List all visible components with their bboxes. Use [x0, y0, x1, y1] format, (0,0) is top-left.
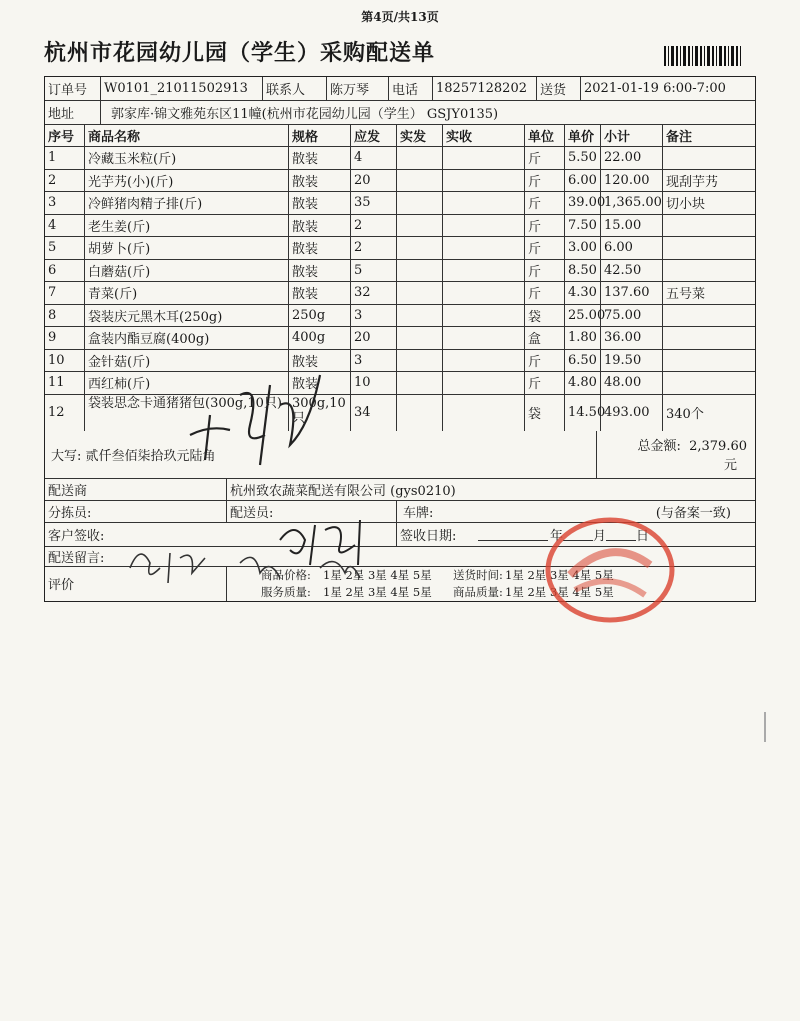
item-subtotal: 120.00: [601, 170, 663, 192]
item-blank: [397, 282, 443, 304]
item-name: 冷藏玉米粒(斤): [85, 147, 289, 169]
item-price: 6.00: [565, 170, 601, 192]
phone-number: 18257128202: [433, 77, 537, 100]
item-qty: 2: [351, 215, 397, 237]
column-header: 应发: [351, 125, 397, 146]
item-subtotal: 19.50: [601, 350, 663, 372]
item-unit: 斤: [525, 192, 565, 214]
item-note: 五号菜: [666, 287, 706, 303]
item-blank: [397, 237, 443, 259]
item-blank: [397, 372, 443, 394]
item-qty: 35: [351, 192, 397, 214]
item-subtotal: 42.50: [601, 260, 663, 282]
total-row: [45, 431, 755, 479]
staff-row: [45, 501, 755, 523]
goods-price-stars: 1星 2星 3星 4星 5星: [323, 568, 432, 582]
item-unit: 斤: [525, 282, 565, 304]
barcode: [664, 46, 742, 66]
item-unit: 斤: [525, 260, 565, 282]
item-unit: 斤: [525, 147, 565, 169]
column-header: 实发: [397, 125, 443, 146]
service-quality-stars: 1星 2星 3星 4星 5星: [323, 585, 432, 599]
year-label: 年: [550, 528, 564, 544]
address: 郭家库·锦文雅苑东区11幢(杭州市花园幼儿园（学生） GSJY0135): [111, 107, 499, 122]
item-blank: [443, 192, 525, 214]
item-unit: 袋: [525, 395, 565, 431]
item-note: [663, 327, 755, 349]
item-qty: 20: [351, 170, 397, 192]
item-spec: 散装: [289, 147, 351, 169]
table-row: [45, 170, 755, 193]
item-blank: [397, 215, 443, 237]
item-spec: 散装: [289, 260, 351, 282]
item-subtotal: 493.00: [601, 395, 663, 431]
item-unit: 斤: [525, 237, 565, 259]
capital-amount: [45, 431, 597, 478]
item-spec: 散装: [289, 237, 351, 259]
column-header: 商品名称: [85, 125, 289, 146]
delivery-time-stars: 1星 2星 3星 4星 5星: [505, 568, 614, 582]
item-blank: [397, 260, 443, 282]
item-note: 现刮芋艿: [666, 174, 719, 190]
item-name: 青菜(斤): [85, 282, 289, 304]
item-blank: [443, 170, 525, 192]
sign-date-label: 签收日期:: [400, 528, 457, 544]
item-unit: 斤: [525, 350, 565, 372]
service-quality-label: 服务质量:: [261, 585, 311, 599]
address-label: 地址: [45, 101, 101, 124]
item-blank: [443, 215, 525, 237]
customer-sign-row: [45, 523, 755, 547]
item-subtotal: 36.00: [601, 327, 663, 349]
order-no: W0101_21011502913: [101, 77, 263, 100]
delivery-form: [44, 76, 756, 602]
item-note: 340个: [666, 407, 704, 422]
item-price: 3.00: [565, 237, 601, 259]
item-no: 3: [45, 192, 85, 214]
item-subtotal: 137.60: [601, 282, 663, 304]
item-blank: [397, 192, 443, 214]
item-blank: [397, 327, 443, 349]
item-note: [663, 350, 755, 372]
total-amount-value: 2,379.60: [689, 439, 747, 454]
item-name: 袋装庆元黑木耳(250g): [85, 305, 289, 327]
item-no: 10: [45, 350, 85, 372]
item-spec: 散装: [289, 192, 351, 214]
item-blank: [397, 147, 443, 169]
delivery-label: 送货: [537, 77, 581, 100]
item-subtotal: 15.00: [601, 215, 663, 237]
item-subtotal: 48.00: [601, 372, 663, 394]
item-blank: [443, 260, 525, 282]
evaluation-label: 评价: [45, 567, 227, 601]
item-price: 1.80: [565, 327, 601, 349]
deliverer-label: 配送员:: [227, 501, 397, 522]
month-label: 月: [593, 528, 607, 544]
item-note: [663, 305, 755, 327]
evaluation-row: [45, 567, 755, 601]
item-qty: 3: [351, 350, 397, 372]
plate-label: 车牌:: [403, 505, 434, 521]
goods-quality-stars: 1星 2星 3星 4星 5星: [505, 585, 614, 599]
item-name: 盒装内酯豆腐(400g): [85, 327, 289, 349]
item-subtotal: 22.00: [601, 147, 663, 169]
table-row: [45, 147, 755, 170]
table-row: [45, 350, 755, 373]
customer-sign-label: 客户签收:: [45, 523, 397, 546]
table-row: [45, 327, 755, 350]
item-note: [663, 260, 755, 282]
table-header: [45, 125, 755, 147]
table-row: [45, 372, 755, 395]
evaluation-grid: [227, 567, 755, 601]
item-no: 2: [45, 170, 85, 192]
item-name: 冷鲜猪肉精子排(斤): [85, 192, 289, 214]
item-price: 14.50: [565, 395, 601, 431]
item-qty: 2: [351, 237, 397, 259]
item-no: 12: [45, 395, 85, 431]
item-blank: [443, 395, 525, 431]
column-header: 单价: [565, 125, 601, 146]
item-name: 胡萝卜(斤): [85, 237, 289, 259]
capital-value: 贰仟叁佰柒拾玖元陆角: [85, 448, 216, 464]
item-qty: 5: [351, 260, 397, 282]
item-no: 4: [45, 215, 85, 237]
item-price: 25.00: [565, 305, 601, 327]
table-row: [45, 237, 755, 260]
item-qty: 4: [351, 147, 397, 169]
item-qty: 3: [351, 305, 397, 327]
item-blank: [443, 350, 525, 372]
plate-cell: [397, 501, 755, 522]
scan-mark: [764, 712, 766, 742]
supplier-name: 杭州致农蔬菜配送有限公司 (gys0210): [230, 483, 456, 499]
capital-label: 大写:: [51, 448, 82, 464]
page-number: 第4页/共13页: [361, 10, 439, 24]
items-table-body: [45, 147, 755, 431]
item-price: 39.00: [565, 192, 601, 214]
item-qty: 10: [351, 372, 397, 394]
item-spec: 250g: [289, 305, 351, 327]
item-no: 5: [45, 237, 85, 259]
goods-price-label: 商品价格:: [261, 568, 311, 582]
item-name: 金针菇(斤): [85, 350, 289, 372]
sign-date-cell: [397, 523, 755, 546]
item-note: 切小块: [666, 197, 706, 213]
item-unit: 斤: [525, 215, 565, 237]
item-name: 老生姜(斤): [85, 215, 289, 237]
item-blank: [443, 372, 525, 394]
item-spec: 散装: [289, 282, 351, 304]
order-no-label: 订单号: [45, 77, 101, 100]
column-header: 单位: [525, 125, 565, 146]
item-spec: 散装: [289, 170, 351, 192]
goods-quality-label: 商品质量:: [453, 585, 503, 599]
table-row: [45, 305, 755, 328]
supplier-row: [45, 479, 755, 501]
item-spec: 散装: [289, 372, 351, 394]
item-subtotal: 1,365.00: [601, 192, 663, 214]
item-unit: 袋: [525, 305, 565, 327]
item-price: 5.50: [565, 147, 601, 169]
item-name: 白蘑菇(斤): [85, 260, 289, 282]
item-unit: 盒: [525, 327, 565, 349]
table-row: [45, 192, 755, 215]
delivery-time: 2021-01-19 6:00-7:00: [584, 81, 726, 96]
delivery-time-eval-label: 送货时间:: [453, 568, 503, 582]
plate-note: (与备案一致): [655, 505, 731, 521]
item-name: 袋装思念卡通猪猪包(300g,10只): [85, 395, 289, 431]
item-blank: [443, 237, 525, 259]
item-qty: 34: [351, 395, 397, 431]
item-no: 1: [45, 147, 85, 169]
item-blank: [443, 327, 525, 349]
document-title: 杭州市花园幼儿园（学生）采购配送单: [44, 40, 436, 66]
column-header: 规格: [289, 125, 351, 146]
item-price: 7.50: [565, 215, 601, 237]
item-name: 光芋艿(小)(斤): [85, 170, 289, 192]
item-subtotal: 6.00: [601, 237, 663, 259]
column-header: 实收: [443, 125, 525, 146]
contact-name: 陈万琴: [327, 77, 389, 100]
day-label: 日: [636, 528, 650, 544]
item-no: 9: [45, 327, 85, 349]
column-header: 序号: [45, 125, 85, 146]
item-no: 6: [45, 260, 85, 282]
item-price: 4.80: [565, 372, 601, 394]
item-spec: 300g,10只: [289, 395, 351, 431]
column-header: 备注: [666, 130, 693, 145]
address-row: [45, 101, 755, 125]
item-subtotal: 75.00: [601, 305, 663, 327]
message-row: [45, 547, 755, 567]
item-name: 西红柿(斤): [85, 372, 289, 394]
item-blank: [443, 305, 525, 327]
item-note: [663, 372, 755, 394]
total-amount-label: 总金额:: [637, 439, 681, 454]
item-no: 11: [45, 372, 85, 394]
item-note: [663, 147, 755, 169]
item-spec: 散装: [289, 350, 351, 372]
column-header: 小计: [601, 125, 663, 146]
item-note: [663, 237, 755, 259]
item-unit: 斤: [525, 372, 565, 394]
item-price: 6.50: [565, 350, 601, 372]
item-blank: [397, 395, 443, 431]
item-no: 7: [45, 282, 85, 304]
item-blank: [443, 282, 525, 304]
table-row: [45, 395, 755, 431]
supplier-label: 配送商: [45, 479, 227, 500]
item-unit: 斤: [525, 170, 565, 192]
total-unit: 元: [723, 458, 737, 473]
item-price: 4.30: [565, 282, 601, 304]
item-spec: 400g: [289, 327, 351, 349]
total-amount: [597, 431, 755, 478]
item-price: 8.50: [565, 260, 601, 282]
item-blank: [397, 305, 443, 327]
order-info-row: [45, 77, 755, 101]
item-blank: [397, 170, 443, 192]
item-blank: [397, 350, 443, 372]
item-qty: 20: [351, 327, 397, 349]
item-spec: 散装: [289, 215, 351, 237]
item-note: [663, 215, 755, 237]
item-qty: 32: [351, 282, 397, 304]
table-row: [45, 260, 755, 283]
message-label: 配送留言:: [48, 550, 105, 566]
table-row: [45, 215, 755, 238]
item-blank: [443, 147, 525, 169]
phone-label: 电话: [389, 77, 433, 100]
sorter-label: 分拣员:: [45, 501, 227, 522]
table-row: [45, 282, 755, 305]
item-no: 8: [45, 305, 85, 327]
contact-label: 联系人: [263, 77, 327, 100]
